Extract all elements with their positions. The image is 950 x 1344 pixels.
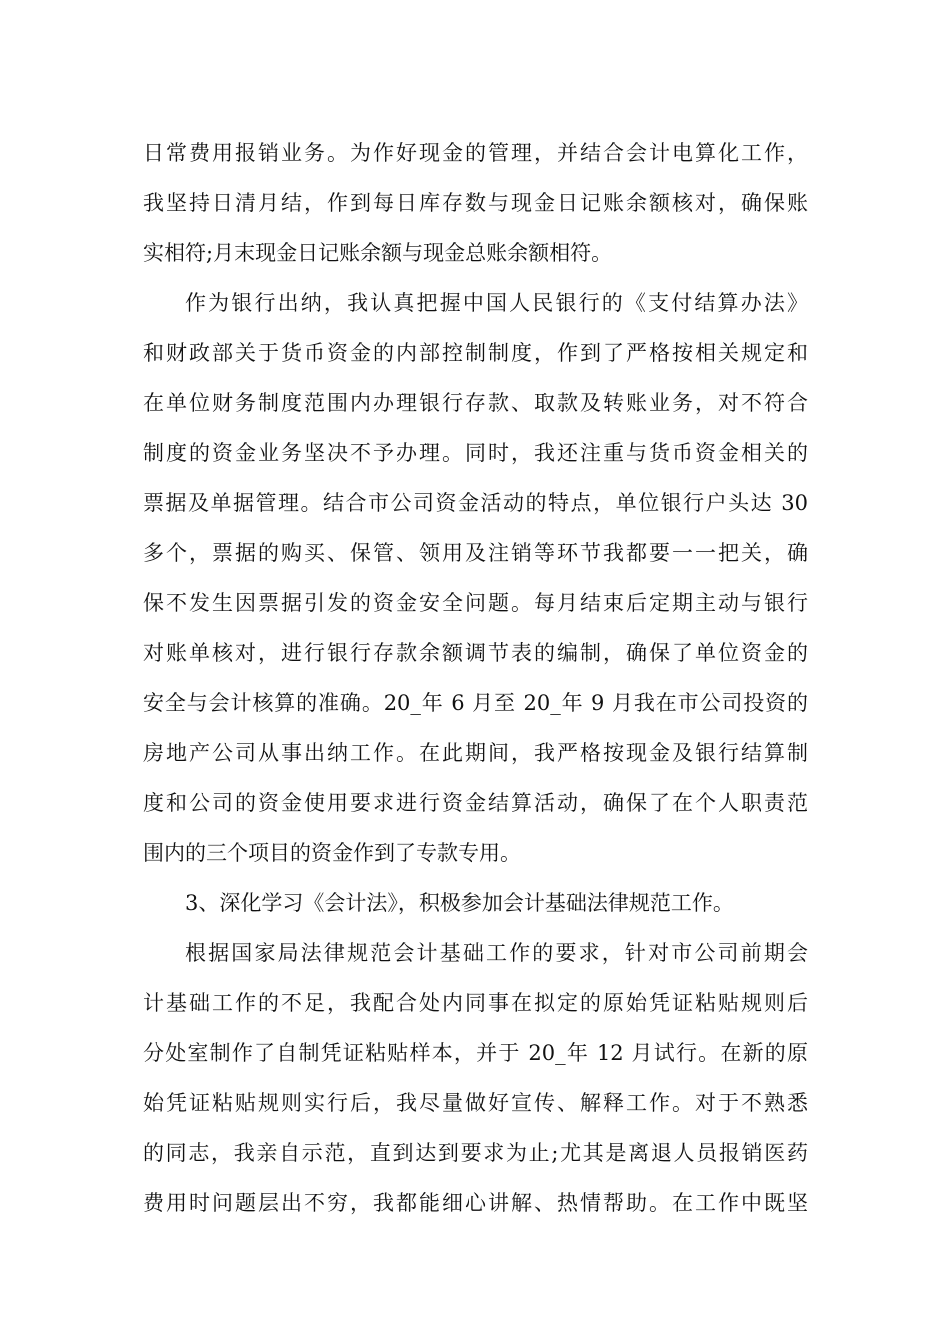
document-body — [143, 128, 808, 1228]
text-line: 房地产公司从事出纳工作。在此期间，我严格按现金及银行结算制 — [143, 741, 808, 765]
text-line: 费用时问题层出不穷，我都能细心讲解、热情帮助。在工作中既坚 — [143, 1191, 808, 1215]
text-line: 围内的三个项目的资金作到了专款专用。 — [143, 841, 521, 865]
section-heading: 3、深化学习《会计法》，积极参加会计基础法律规范工作。 — [185, 891, 734, 915]
text-line: 票据及单据管理。结合市公司资金活动的特点，单位银行户头达 30 — [143, 491, 808, 515]
text-line: 对账单核对，进行银行存款余额调节表的编制，确保了单位资金的 — [143, 641, 808, 665]
text-line: 根据国家局法律规范会计基础工作的要求，针对市公司前期会 — [185, 941, 808, 965]
text-line: 计基础工作的不足，我配合处内同事在拟定的原始凭证粘贴规则后 — [143, 991, 808, 1015]
text-line: 在单位财务制度范围内办理银行存款、取款及转账业务，对不符合 — [143, 391, 808, 415]
text-line: 度和公司的资金使用要求进行资金结算活动，确保了在个人职责范 — [143, 791, 808, 815]
text-line: 我坚持日清月结，作到每日库存数与现金日记账余额核对，确保账 — [143, 191, 808, 215]
text-line: 分处室制作了自制凭证粘贴样本，并于 20_年 12 月试行。在新的原 — [143, 1041, 808, 1065]
text-line: 实相符;月末现金日记账余额与现金总账余额相符。 — [143, 241, 613, 265]
text-line: 安全与会计核算的准确。20_年 6 月至 20_年 9 月我在市公司投资的 — [143, 691, 808, 715]
text-line: 的同志，我亲自示范，直到达到要求为止;尤其是离退人员报销医药 — [143, 1141, 808, 1165]
text-line: 保不发生因票据引发的资金安全问题。每月结束后定期主动与银行 — [143, 591, 808, 615]
text-line: 和财政部关于货币资金的内部控制制度，作到了严格按相关规定和 — [143, 341, 808, 365]
text-line: 制度的资金业务坚决不予办理。同时，我还注重与货币资金相关的 — [143, 441, 808, 465]
text-line: 作为银行出纳，我认真把握中国人民银行的《支付结算办法》 — [185, 291, 808, 315]
text-line: 始凭证粘贴规则实行后，我尽量做好宣传、解释工作。对于不熟悉 — [143, 1091, 808, 1115]
text-line: 多个，票据的购买、保管、领用及注销等环节我都要一一把关，确 — [143, 541, 808, 565]
text-line: 日常费用报销业务。为作好现金的管理，并结合会计电算化工作， — [143, 141, 808, 165]
